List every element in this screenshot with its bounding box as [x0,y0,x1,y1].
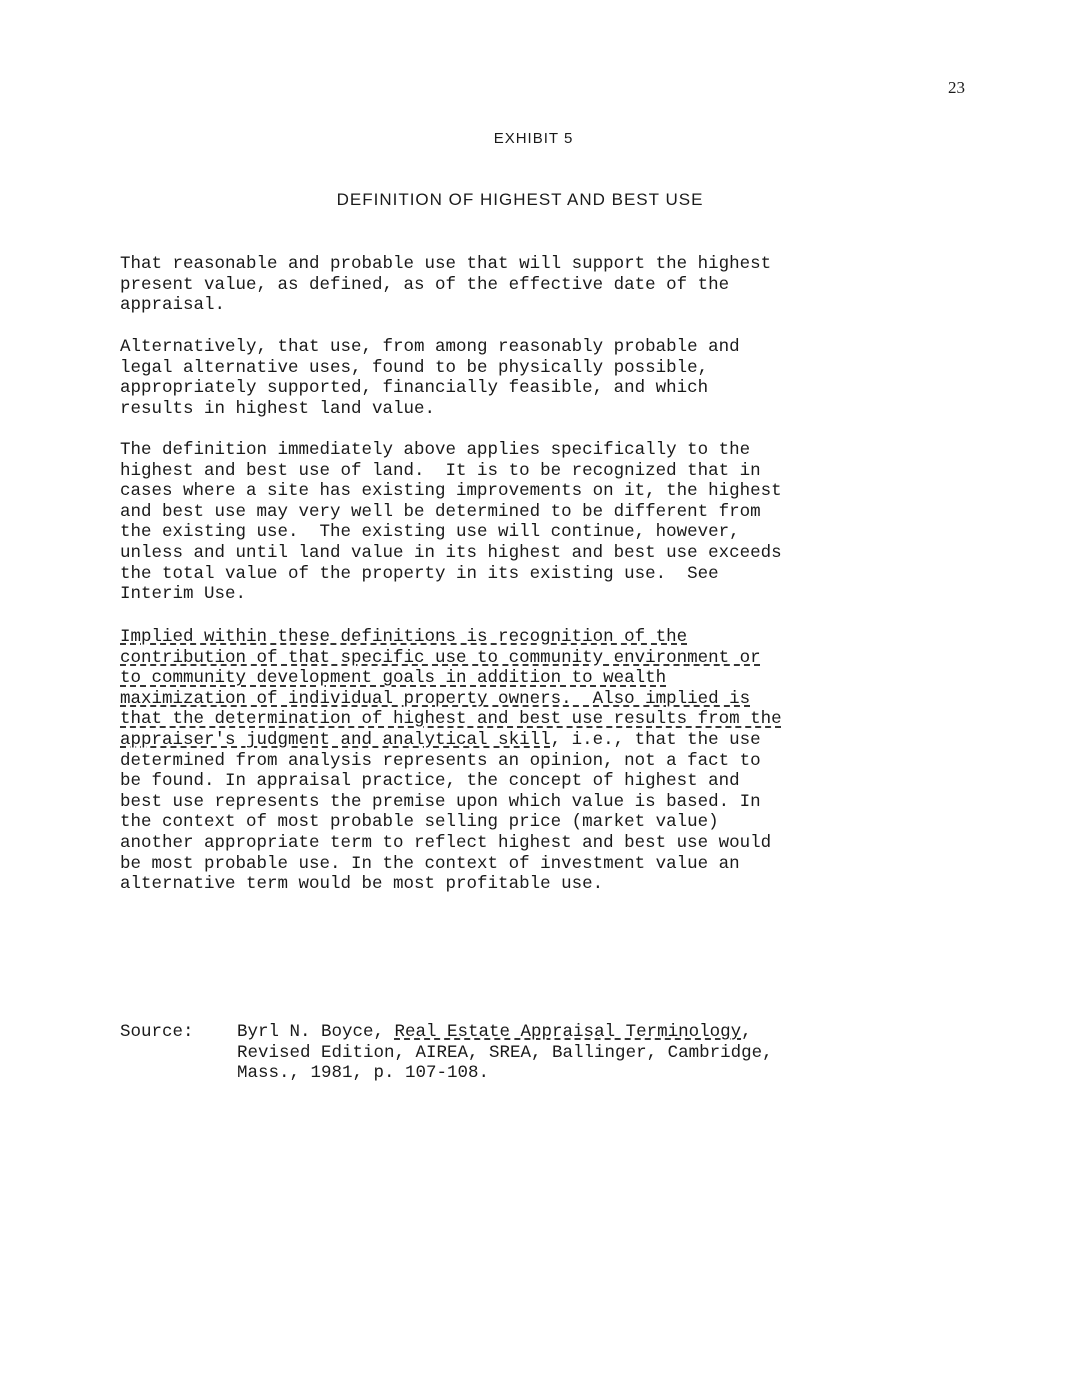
implication-continuation: , i.e., that the use determined from analysis represents an opinion, not a fact to be found. In appraisal practice, the concept of highest and best use represents the premise upon which value is based. In the context of most probable selling price (market value) another appropriate term to reflect highest and best use would be most probable use. In the context of investment value an alternative term would be most profitable use. [120,729,772,895]
source-label: Source: [120,1022,194,1042]
source-author: Byrl N. Boyce, [237,1022,395,1042]
exhibit-label: EXHIBIT 5 [493,130,574,147]
source-details: , Revised Edition, AIREA, SREA, Ballinger, Cambridge, Mass., 1981, p. 107-108. [237,1022,773,1084]
source-title: Real Estate Appraisal Terminology [394,1022,742,1042]
underlined-passage: Implied within these definitions is recognition of the contribution of that specific use to community environment or to community development goals in addition to wealth maximization of individual property owners. Also implied is that the determination of highest and best use results from the appraiser's judgment and analytical skill [120,627,782,750]
definition-paragraph: That reasonable and probable use that will support the highest present value, as defined, as of the effective date of the appraisal. [120,254,772,316]
page-title: DEFINITION OF HIGHEST AND BEST USE [336,190,704,209]
land-use-paragraph: The definition immediately above applies specifically to the highest and best use of land. It is to be recognized that in cases where a site has existing improvements on it, the highest and best use may very well be determined to be different from the existing use. The existing use will continue, however, unless and until land value in its highest and best use exceeds the total value of the property in its existing use. See Interim Use. [120,440,782,605]
implication-paragraph [120,627,940,895]
source-citation [237,1022,773,1084]
page-number: 23 [948,78,965,97]
alternative-definition-paragraph: Alternatively, that use, from among reasonably probable and legal alternative uses, found to be physically possible, appropriately supported, financially feasible, and which results in highest land value. [120,337,740,419]
